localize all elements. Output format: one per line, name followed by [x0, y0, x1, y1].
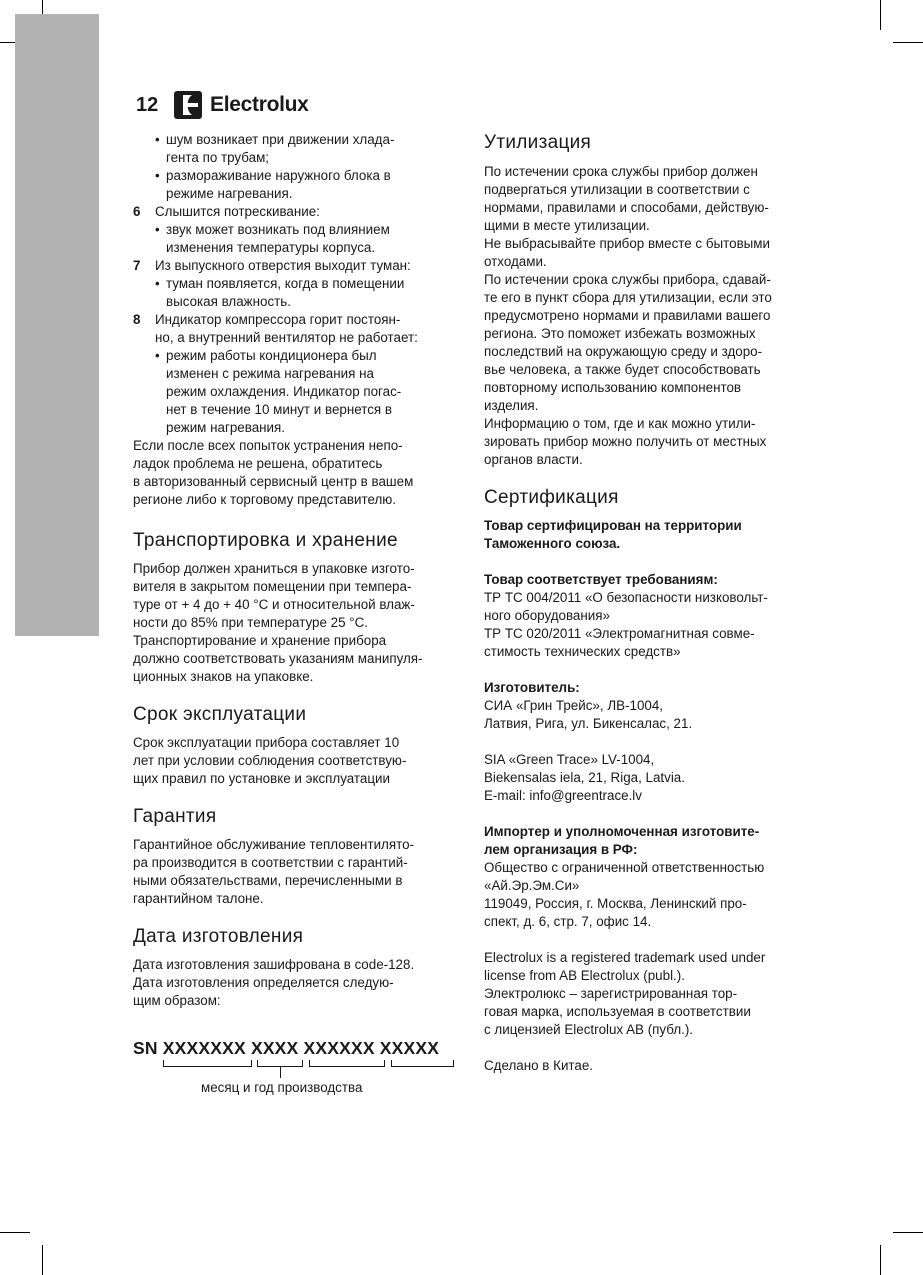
paragraph-line: Электролюкс – зарегистрированная тор- — [484, 986, 738, 1001]
bullet-icon — [155, 365, 166, 383]
bold-line: Таможенного союза. — [484, 536, 621, 551]
list-number: 6 — [133, 204, 141, 219]
bullet-item — [133, 293, 463, 311]
bullet-text: размораживание наружного блока в — [166, 168, 391, 183]
paragraph-line: последствий на окружающую среду и здоро- — [484, 344, 763, 359]
certification-title: Сертификация — [484, 487, 619, 508]
warranty-text — [133, 836, 463, 908]
page-header — [136, 88, 309, 122]
bullet-item — [133, 239, 463, 257]
crop-mark — [42, 1245, 43, 1275]
manufacture-date-text — [133, 956, 463, 1010]
bullet-text: нет в течение 10 минут и вернется в — [166, 402, 392, 417]
bullet-icon — [155, 383, 166, 401]
bullet-text: режиме нагревания. — [166, 186, 293, 201]
bullet-item — [133, 149, 463, 167]
crop-mark — [880, 1245, 881, 1275]
paragraph-line: вителя в закрытом помещении при темпера- — [133, 579, 412, 594]
paragraph-line: ра производится в соответствии с гарантий- — [133, 855, 408, 870]
disposal-text — [484, 163, 816, 469]
bullet-text: режим нагревания. — [166, 420, 285, 435]
transport-text — [133, 560, 463, 686]
paragraph-line: Гарантийное обслуживание тепловентилято- — [133, 837, 415, 852]
paragraph-line: ного оборудования» — [484, 608, 610, 623]
troubleshooting-list — [133, 131, 463, 509]
bullet-icon: • — [155, 348, 160, 363]
paragraph-line: вье человека, а также будет способствовать — [484, 362, 761, 377]
list-item — [133, 203, 463, 221]
paragraph-line: По истечении срока службы прибор должен — [484, 164, 758, 179]
warranty-title: Гарантия — [133, 806, 217, 827]
service-life-title: Срок эксплуатации — [133, 704, 307, 725]
bold-line: Товар соответствует требованиям: — [484, 572, 718, 587]
sn-bracket — [251, 1060, 252, 1067]
bullet-item — [133, 185, 463, 203]
bullet-icon — [155, 419, 166, 437]
bullet-text: высокая влажность. — [166, 294, 291, 309]
paragraph-line: предусмотрено нормами и правилами вашего — [484, 308, 771, 323]
bullet-icon: • — [155, 132, 160, 147]
side-band — [15, 14, 99, 636]
sn-bracket — [309, 1066, 385, 1067]
transport-title: Транспортировка и хранение — [133, 530, 398, 551]
crop-mark — [880, 0, 881, 30]
paragraph-line: туре от + 4 до + 40 °С и относительной влаж- — [133, 597, 415, 612]
spacer — [484, 1039, 816, 1057]
list-item-text: Индикатор компрессора горит постоян- — [155, 312, 401, 327]
paragraph-line: ционных знаков на упаковке. — [133, 669, 314, 684]
bullet-text: режим работы кондиционера был — [166, 348, 377, 363]
paragraph-line: Прибор должен храниться в упаковке изгото- — [133, 561, 415, 576]
spacer — [484, 733, 816, 751]
paragraph-line: ности до 85% при температуре 25 °С. — [133, 615, 369, 630]
paragraph-line: те его в пункт сбора для утилизации, если это — [484, 290, 772, 305]
paragraph-line: подвергаться утилизации в соответствии с — [484, 182, 750, 197]
bullet-item — [133, 383, 463, 401]
paragraph-line: Biekensalas iela, 21, Riga, Latvia. — [484, 770, 685, 785]
bullet-icon: • — [155, 276, 160, 291]
bullet-icon — [155, 149, 166, 167]
paragraph-line: щих правил по установке и эксплуатации — [133, 771, 390, 786]
bullet-text: режим охлаждения. Индикатор погас- — [166, 384, 402, 399]
paragraph-line: Латвия, Рига, ул. Бикенсалас, 21. — [484, 716, 693, 731]
bullet-item — [133, 167, 463, 185]
paragraph-line: говая марка, используемая в соответствии — [484, 1004, 751, 1019]
paragraph-line: ТР ТС 004/2011 «О безопасности низковольт- — [484, 590, 768, 605]
bullet-icon: • — [155, 168, 160, 183]
sn-bracket — [302, 1060, 303, 1067]
page-number: 12 — [136, 93, 159, 116]
sn-bracket — [163, 1066, 252, 1067]
bullet-item — [133, 131, 463, 149]
manufacture-date-title: Дата изготовления — [133, 926, 304, 947]
list-item — [133, 257, 463, 275]
sn-pointer — [280, 1066, 281, 1078]
paragraph-line: ными обязательствами, перечисленными в — [133, 873, 403, 888]
spacer — [484, 661, 816, 679]
crop-mark — [893, 1232, 923, 1233]
bold-line: лем организация в РФ: — [484, 842, 638, 857]
spacer — [484, 553, 816, 571]
bullet-icon — [155, 293, 166, 311]
paragraph-line: Если после всех попыток устранения непо- — [133, 438, 403, 453]
list-number: 8 — [133, 312, 141, 327]
bullet-item — [133, 401, 463, 419]
bullet-item — [133, 275, 463, 293]
paragraph-line: ладок проблема не решена, обратитесь — [133, 456, 383, 471]
paragraph-line: E-mail: info@greentrace.lv — [484, 788, 642, 803]
paragraph-line: нормами, правилами и способами, действую- — [484, 200, 769, 215]
paragraph-line: СИА «Грин Трейс», ЛВ-1004, — [484, 698, 664, 713]
list-item-text: Слышится потрескивание: — [155, 204, 320, 219]
list-item — [133, 311, 463, 329]
paragraph-line: 119049, Россия, г. Москва, Ленинский про- — [484, 896, 747, 911]
paragraph-line: ТР ТС 020/2011 «Электромагнитная совме- — [484, 626, 755, 641]
certification-text — [484, 517, 816, 1075]
paragraph-line: Дата изготовления зашифрована в code-128. — [133, 957, 415, 972]
bold-line: Импортер и уполномоченная изготовите- — [484, 824, 760, 839]
bold-line: Товар сертифицирован на территории — [484, 518, 742, 533]
bullet-text: изменен с режима нагревания на — [166, 366, 374, 381]
paragraph-line: стимость технических средств» — [484, 644, 681, 659]
bold-line: Изготовитель: — [484, 680, 580, 695]
paragraph-line: отходами. — [484, 254, 547, 269]
bullet-item — [133, 365, 463, 383]
sn-bracket — [384, 1060, 385, 1067]
service-life-text — [133, 734, 463, 788]
paragraph-line: гарантийном талоне. — [133, 891, 264, 906]
paragraph-line: Срок эксплуатации прибора составляет 10 — [133, 735, 400, 750]
paragraph-line: Дата изготовления определяется следую- — [133, 975, 394, 990]
paragraph-line: регионе либо к торговому представителю. — [133, 492, 397, 507]
paragraph-line: региона. Это поможет избежать возможных — [484, 326, 756, 341]
bullet-text: звук может возникать под влиянием — [166, 222, 390, 237]
bullet-item — [133, 347, 463, 365]
left-column — [133, 131, 463, 1010]
paragraph-line: зировать прибор можно получить от местных — [484, 434, 767, 449]
paragraph-line: Транспортирование и хранение прибора — [133, 633, 387, 648]
bullet-icon — [155, 239, 166, 257]
bullet-icon — [155, 185, 166, 203]
list-item — [133, 329, 463, 347]
paragraph-line: «Ай.Эр.Эм.Си» — [484, 878, 580, 893]
paragraph-line: должно соответствовать указаниям манипуля- — [133, 651, 423, 666]
brand-name: Electrolux — [210, 93, 309, 116]
paragraph-line: изделия. — [484, 398, 539, 413]
list-number: 7 — [133, 258, 141, 273]
paragraph-line: в авторизованный сервисный центр в вашем — [133, 474, 414, 489]
right-column — [484, 131, 816, 1075]
crop-mark — [893, 42, 923, 43]
bullet-text: туман появляется, когда в помещении — [166, 276, 405, 291]
bullet-item — [133, 419, 463, 437]
paragraph-line: органов власти. — [484, 452, 583, 467]
serial-number-code: SN XXXXXXX XXXX XXXXXX XXXXX — [133, 1038, 440, 1058]
serial-number-diagram — [133, 1038, 463, 1098]
paragraph-line: По истечении срока службы прибора, сдавай- — [484, 272, 771, 287]
paragraph-line: SIA «Green Trace» LV-1004, — [484, 752, 655, 767]
bullet-text: гента по трубам; — [166, 150, 270, 165]
sn-bracket — [391, 1066, 454, 1067]
bullet-text: шум возникает при движении хлада- — [166, 132, 395, 147]
paragraph-line: спект, д. 6, стр. 7, офис 14. — [484, 914, 652, 929]
paragraph-line: Сделано в Китае. — [484, 1058, 594, 1073]
electrolux-logo-icon — [174, 91, 202, 119]
paragraph-line: повторному использованию компонентов — [484, 380, 742, 395]
paragraph-line: license from AB Electrolux (publ.). — [484, 968, 685, 983]
bullet-icon — [155, 401, 166, 419]
list-item-text: Из выпускного отверстия выходит туман: — [155, 258, 411, 273]
paragraph-line: Не выбрасывайте прибор вместе с бытовыми — [484, 236, 770, 251]
paragraph-line: Electrolux is a registered trademark used under — [484, 950, 766, 965]
bullet-item — [133, 221, 463, 239]
bullet-icon: • — [155, 222, 160, 237]
bullet-text: изменения температуры корпуса. — [166, 240, 376, 255]
disposal-title: Утилизация — [484, 132, 592, 153]
paragraph-line: Общество с ограниченной ответственностью — [484, 860, 765, 875]
sn-caption: месяц и год производства — [201, 1080, 363, 1095]
paragraph-line: Информацию о том, где и как можно утили- — [484, 416, 756, 431]
list-item-text: но, а внутренний вентилятор не работает: — [155, 330, 418, 345]
spacer — [484, 931, 816, 949]
crop-mark — [0, 1232, 30, 1233]
paragraph-line: лет при условии соблюдения соответствую- — [133, 753, 407, 768]
paragraph-line: щим образом: — [133, 993, 221, 1008]
spacer — [484, 805, 816, 823]
sn-bracket — [453, 1060, 454, 1067]
paragraph-line: щими в месте утилизации. — [484, 218, 650, 233]
paragraph-line: с лицензией Electrolux AB (публ.). — [484, 1022, 694, 1037]
